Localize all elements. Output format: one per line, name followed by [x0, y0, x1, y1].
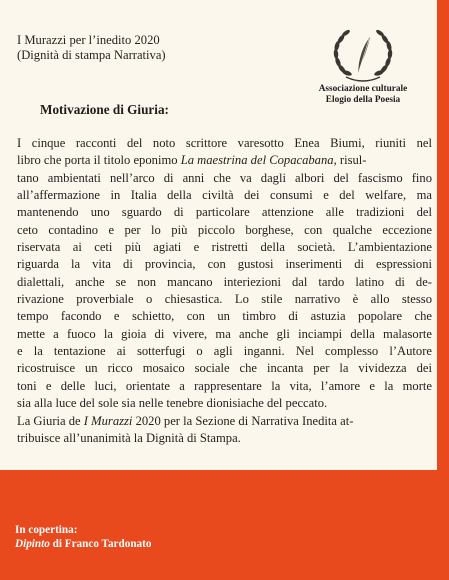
cover-credit-label: In copertina: [15, 524, 78, 536]
cover-credit-work: Dipinto [15, 538, 50, 550]
text-line: mette a fuoco la gioia di vivere, ma anche gli inciampi della malasorte [17, 326, 432, 341]
text-line [17, 413, 432, 430]
jury-motivation-heading: Motivazione di Giuria: [40, 102, 169, 117]
text-line: ricostruisce un ricco mosaico sociale che incanta per la vividezza dei [17, 361, 432, 376]
award-title-line1: I Murazzi per l’inedito 2020 [17, 33, 160, 47]
laurel-wreath-quill-icon [332, 29, 394, 83]
text-line: tribuisce all’unanimità la Dignità di Stampa. [17, 430, 241, 445]
text-line: e la tentazione ai sotterfugi o agli inganni. Nel complesso l’Autore [17, 344, 432, 359]
association-name [298, 84, 428, 106]
association-logo [298, 29, 428, 115]
text-line: all’affermazione in Italia della civiltà dei consumi e del welfare, ma [17, 188, 432, 203]
text-fragment: 2020 per la Sezione di Narrativa Inedita at- [132, 413, 354, 428]
text-line: riguarda la vita di provincia, con gustosi inserimenti di espressioni [17, 257, 432, 272]
text-fragment: libro che porta il titolo eponimo [17, 153, 181, 168]
text-line: riservata ai ceti più agiati e ristretti della società. L’ambientazione [17, 240, 432, 255]
text-fragment: La Giuria de [17, 413, 84, 428]
text-line: rivazione proverbiale o chiesastica. Lo stile narrativo è allo stesso [17, 292, 432, 307]
book-title-italic: La maestrina del Copacabana [180, 153, 334, 168]
cover-credit [15, 523, 151, 551]
text-fragment: , risul- [333, 153, 367, 168]
cover-credit-line [15, 537, 151, 551]
text-line: sia alla luce del sole sia nelle tenebre dionisiache del peccato. [17, 396, 328, 411]
cover-credit-artist: di Franco Tardonato [49, 538, 152, 550]
award-title-line2: (Dignità di stampa Narrativa) [17, 48, 166, 62]
text-line: ceto contadino e per lo più piccolo borghese, con qualche eccezione [17, 222, 432, 237]
text-line: tano ambientati nell’arco di anni che va dagli albori del fascismo fino [17, 170, 432, 185]
text-line: toni e delle luci, orientate a rappresentare la vita, l’amore e la morte [17, 378, 432, 393]
association-name-line1: Associazione culturale [318, 84, 408, 94]
text-line: tempo facondo e schietto, con un timbro di astuzia popolare che [17, 309, 432, 324]
text-line: I cinque racconti del noto scrittore varesotto Enea Biumi, riuniti nel [17, 136, 432, 150]
award-name-italic: I Murazzi [83, 413, 133, 428]
association-name-line2: Elogio della Poesia [325, 95, 401, 105]
text-line [17, 152, 432, 169]
jury-motivation-text [17, 135, 432, 447]
text-line: dialettali, anche se non mancano interiezioni dal tardo latino di de- [17, 274, 432, 289]
text-line: mantenendo uno sguardo di particolare attenzione alle tradizioni del [17, 205, 432, 220]
award-title [17, 33, 257, 63]
